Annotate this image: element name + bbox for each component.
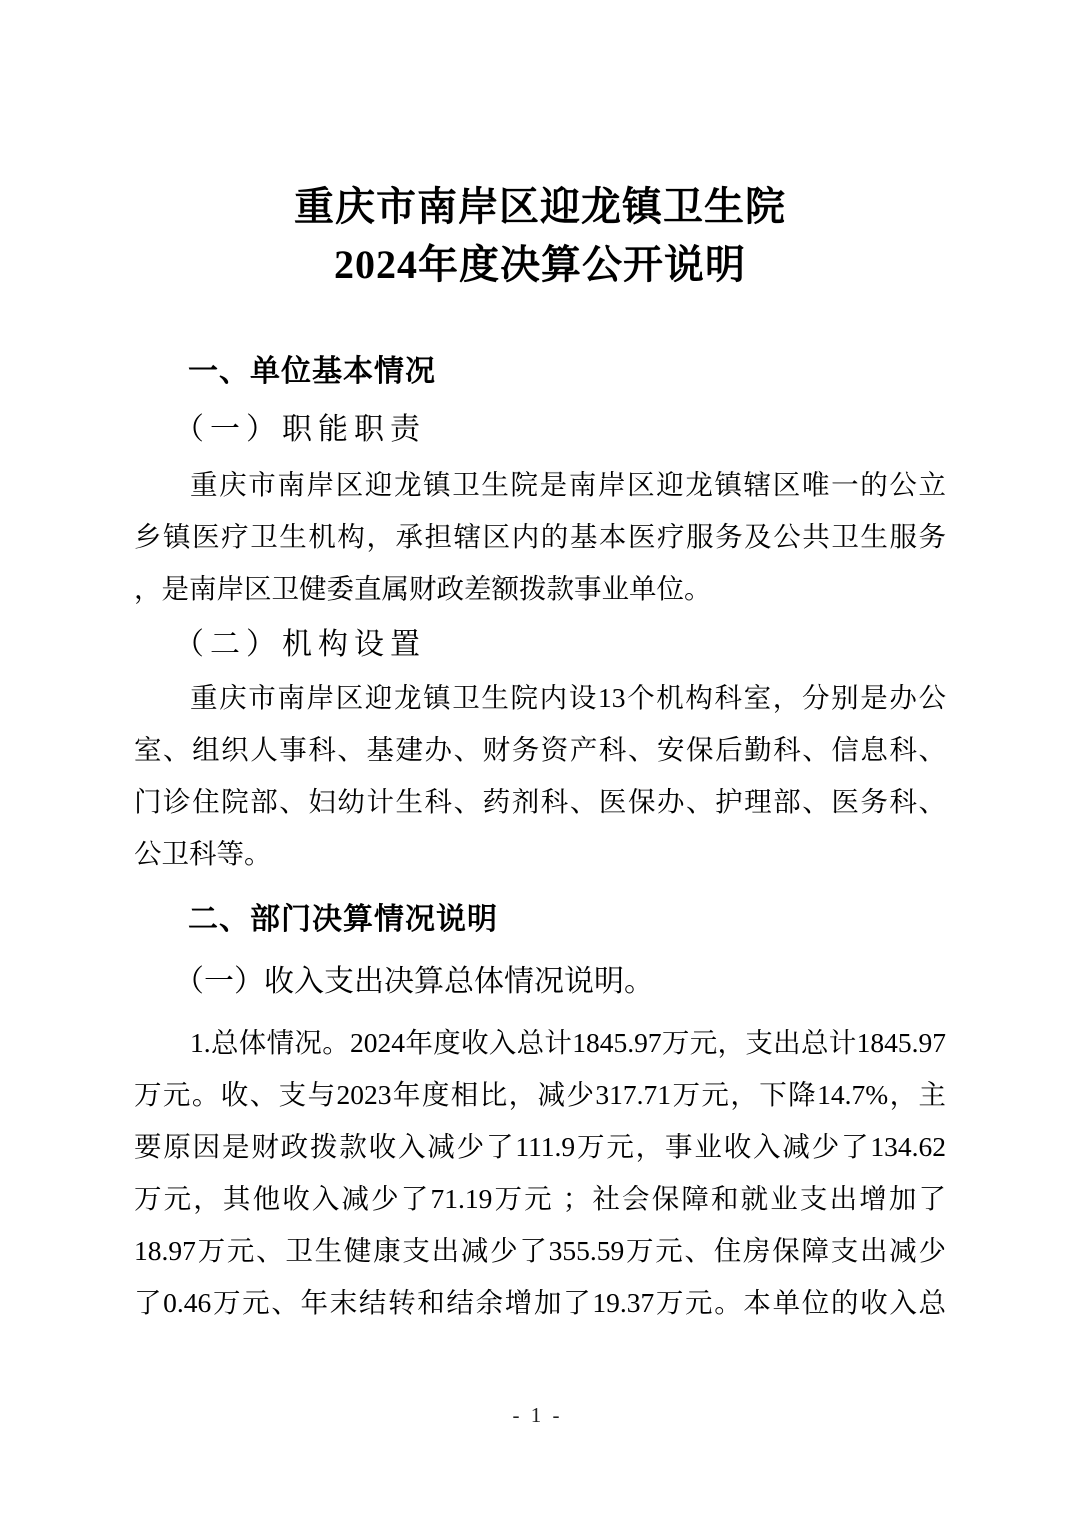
paragraph-duties — [134, 459, 946, 615]
paragraph-line: 乡镇医疗卫生机构，承担辖区内的基本医疗服务及公共卫生服务 — [134, 521, 946, 552]
paragraph-budget-overview — [134, 1017, 946, 1329]
document-title-line-2: 2024年度决算公开说明 — [334, 242, 746, 287]
paragraph-line: 万元。收、支与2023年度相比，减少317.71万元，下降14.7%，主 — [134, 1079, 946, 1110]
paragraph-line: 室、组织人事科、基建办、财务资产科、安保后勤科、信息科、 — [134, 734, 946, 765]
section-heading-2: 二、部门决算情况说明 — [188, 903, 498, 936]
paragraph-line: 18.97万元、卫生健康支出减少了355.59万元、住房保障支出减少 — [134, 1235, 946, 1266]
paragraph-line: 重庆市南岸区迎龙镇卫生院内设13个机构科室，分别是办公 — [190, 682, 946, 713]
paragraph-line: 重庆市南岸区迎龙镇卫生院是南岸区迎龙镇辖区唯一的公立 — [190, 469, 946, 500]
sub-heading-duties: （一）职能职责 — [174, 413, 426, 446]
paragraph-line: 要原因是财政拨款收入减少了111.9万元，事业收入减少了134.62 — [134, 1131, 946, 1162]
paragraph-line: 公卫科等。 — [134, 838, 272, 869]
paragraph-line: 万元，其他收入减少了71.19万元 ；社会保障和就业支出增加了 — [134, 1183, 946, 1214]
document-title — [134, 178, 946, 294]
paragraph-line: 了0.46万元、年末结转和结余增加了19.37万元。本单位的收入总 — [134, 1287, 946, 1318]
paragraph-organization — [134, 672, 946, 880]
paragraph-line: 1.总体情况。2024年度收入总计1845.97万元，支出总计1845.97 — [190, 1027, 946, 1058]
sub-heading-organization: （二）机构设置 — [174, 628, 426, 661]
sub-heading-budget-overview: （一）收入支出决算总体情况说明。 — [174, 965, 654, 998]
paragraph-line: 门诊住院部、妇幼计生科、药剂科、医保办、护理部、医务科、 — [134, 786, 946, 817]
paragraph-line: ，是南岸区卫健委直属财政差额拨款事业单位。 — [134, 573, 712, 604]
document-title-line-1: 重庆市南岸区迎龙镇卫生院 — [294, 184, 786, 229]
section-heading-1: 一、单位基本情况 — [188, 355, 436, 388]
page-number: - 1 - — [512, 1403, 563, 1427]
document-content — [0, 178, 1075, 1329]
